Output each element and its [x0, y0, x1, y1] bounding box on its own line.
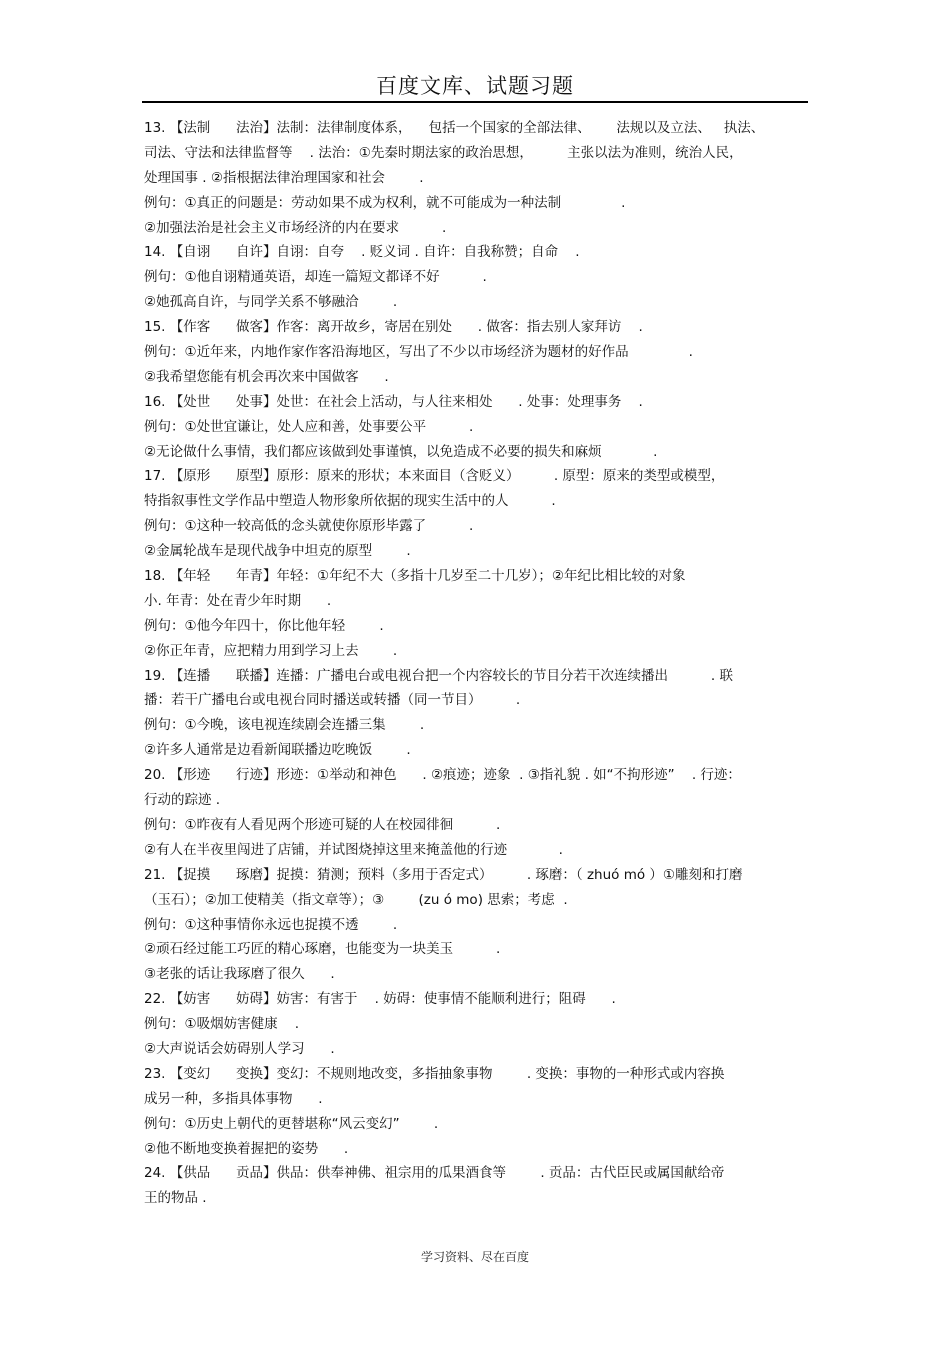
text-line: 例句：①这种一较高低的念头就使你原形毕露了 .: [144, 518, 474, 535]
text-line: ②无论做什么事情，我们都应该做到处事谨慎，以免造成不必要的损失和麻烦 .: [144, 443, 658, 460]
text-line: ②许多人通常是边看新闻联播边吃晚饭 .: [144, 742, 411, 759]
text-line: 20. 【形迹 行迹】形迹：①举动和神色 . ②痕迹；迹象 . ③指礼貌 . 如“不拘形迹” . 行迹：: [144, 767, 741, 784]
text-line: 例句：①吸烟妨害健康 .: [144, 1016, 300, 1033]
text-line: 13. 【法制 法治】法制：法律制度体系， 包括一个国家的全部法律、 法规以及立法、 执法、: [144, 120, 765, 136]
text-line: 15. 【作客 做客】作客：离开故乡，寄居在别处 . 做客：指去别人家拜访 .: [144, 319, 643, 336]
text-line: 例句：①他自诩精通英语，却连一篇短文都译不好 .: [144, 269, 487, 286]
text-line: 播：若干广播电台或电视台同时播送或转播（同一节目） .: [144, 692, 521, 709]
text-line: ②他不断地变换着握把的姿势 .: [144, 1140, 349, 1157]
text-line: 24. 【供品 贡品】供品：供奉神佛、祖宗用的瓜果酒食等 . 贡品：古代臣民或属国献给帝: [144, 1165, 725, 1182]
text-line: 22. 【妨害 妨碍】妨害：有害于 . 妨碍：使事情不能顺利进行；阻碍 .: [144, 991, 616, 1008]
text-line: 司法、守法和法律监督等 . 法治：①先秦时期法家的政治思想， 主张以法为准则，统治人民，: [144, 144, 743, 161]
text-line: 行动的踪迹 .: [144, 792, 221, 809]
text-line: 例句：①今晚，该电视连续剧会连播三集 .: [144, 717, 425, 734]
text-line: 19. 【连播 联播】连播：广播电台或电视台把一个内容较长的节目分若干次连续播出 . 联: [144, 667, 734, 684]
text-line: 17. 【原形 原型】原形：原来的形状；本来面目（含贬义） . 原型：原来的类型或模型，: [144, 468, 725, 485]
header-divider: [142, 101, 808, 103]
page-footer: 学习资料、尽在百度: [420, 1250, 529, 1264]
text-line: ②她孤高自许，与同学关系不够融洽 .: [144, 294, 398, 311]
text-line: 例句：①历史上朝代的更替堪称“风云变幻” .: [144, 1115, 439, 1132]
text-line: 16. 【处世 处事】处世：在社会上活动，与人往来相处 . 处事：处理事务 .: [144, 393, 643, 410]
page-header-title: 百度文库、试题习题: [376, 74, 574, 98]
text-line: 18. 【年轻 年青】年轻：①年纪不大（多指十几岁至二十几岁）；②年纪比相比较的对象: [144, 568, 686, 585]
text-line: 成另一种，多指具体事物 .: [144, 1090, 323, 1107]
text-line: 例句：①这种事情你永远也捉摸不透 .: [144, 916, 398, 933]
text-line: 王的物品 .: [144, 1190, 207, 1207]
text-line: ②金属轮战车是现代战争中坦克的原型 .: [144, 543, 411, 560]
text-line: 14. 【自诩 自许】自诩：自夸 . 贬义词 . 自许：自我称赞；自命 .: [144, 244, 580, 261]
text-line: ②有人在半夜里闯进了店铺，并试图烧掉这里来掩盖他的行迹 .: [144, 841, 563, 858]
text-line: ②大声说话会妨碍别人学习 .: [144, 1040, 335, 1057]
text-line: ③老张的话让我琢磨了很久 .: [144, 966, 335, 983]
text-line: 例句：①真正的问题是：劳动如果不成为权利，就不可能成为一种法制 .: [144, 194, 626, 211]
text-line: 21. 【捉摸 琢磨】捉摸：猜测；预料（多用于否定式） . 琢磨：（ zhuó mó ）①雕刻和打磨: [144, 866, 743, 883]
text-line: 例句：①昨夜有人看见两个形迹可疑的人在校园徘徊 .: [144, 816, 501, 833]
text-line: ②顽石经过能工巧匠的精心琢磨，也能变为一块美玉 .: [144, 941, 501, 958]
text-line: ②我希望您能有机会再次来中国做客 .: [144, 368, 389, 385]
text-line: 特指叙事性文学作品中塑造人物形象所依据的现实生活中的人 .: [144, 493, 556, 510]
text-line: 例句：①近年来，内地作家作客沿海地区，写出了不少以市场经济为题材的好作品 .: [144, 344, 693, 361]
text-line: 例句：①他今年四十，你比他年轻 .: [144, 617, 384, 634]
text-line: ②你正年青，应把精力用到学习上去 .: [144, 642, 398, 659]
text-line: 例句：①处世宜谦让，处人应和善，处事要公平 .: [144, 418, 474, 435]
text-line: （玉石）；②加工使精美（指文章等）；③ (zu ó mo) 思索；考虑 .: [144, 891, 568, 908]
text-line: 小. 年青：处在青少年时期 .: [144, 592, 332, 609]
text-line: 处理国事 . ②指根据法律治理国家和社会 .: [144, 169, 424, 186]
text-line: ②加强法治是社会主义市场经济的内在要求 .: [144, 219, 447, 236]
document-body: [144, 116, 808, 1211]
text-line: 23. 【变幻 变换】变幻：不规则地改变，多指抽象事物 . 变换：事物的一种形式或内容换: [144, 1065, 725, 1082]
